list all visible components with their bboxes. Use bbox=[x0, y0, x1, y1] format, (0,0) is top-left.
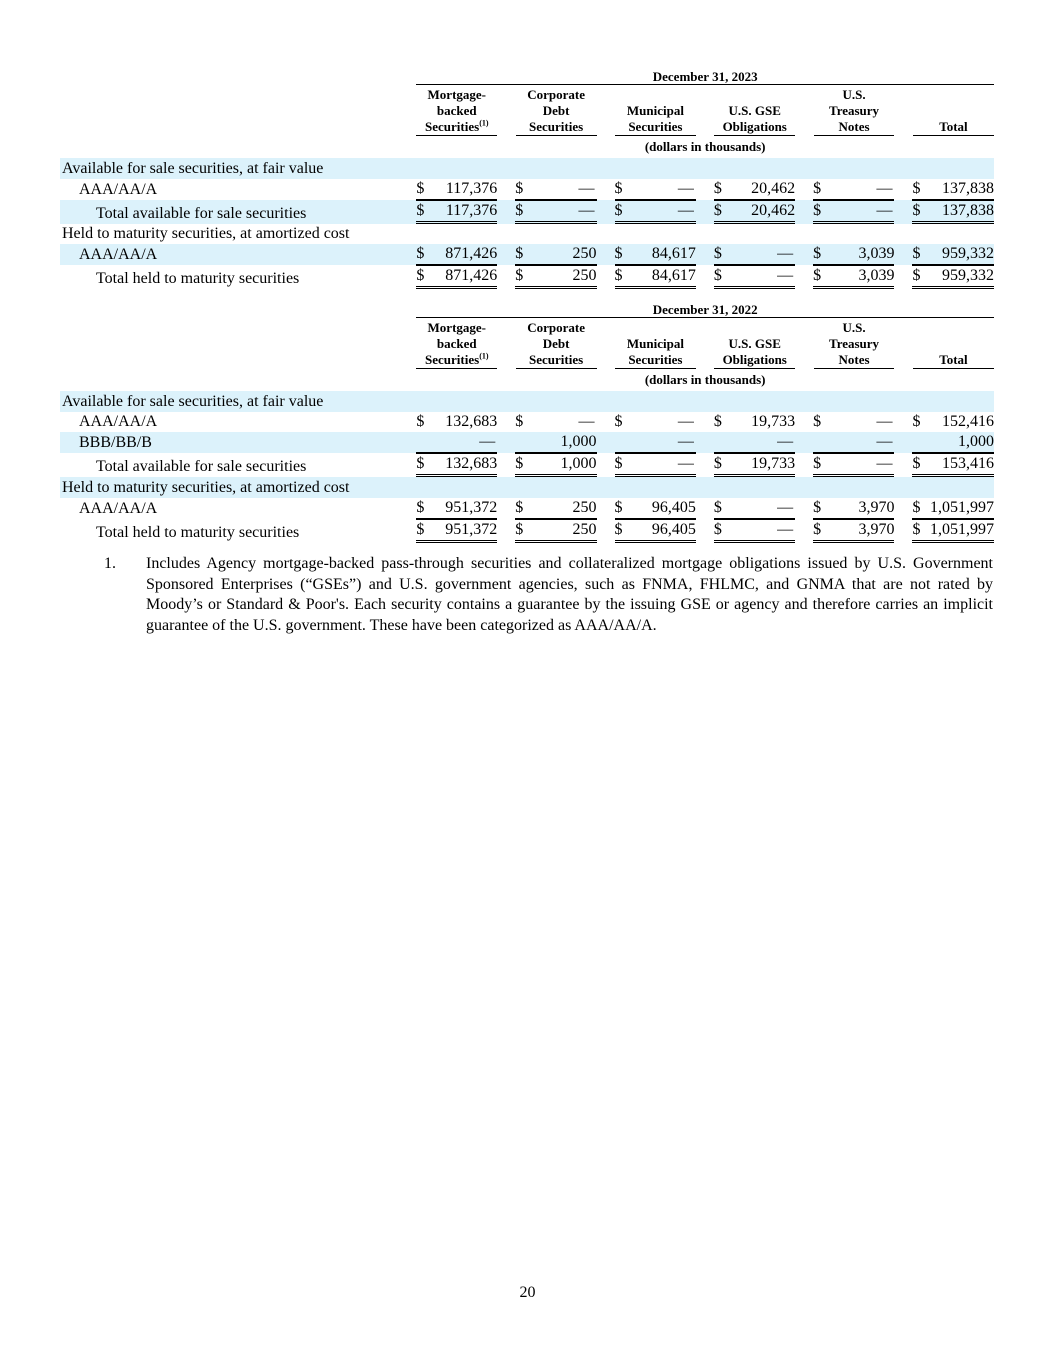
currency-symbol: $ bbox=[912, 455, 921, 472]
currency-symbol: $ bbox=[813, 498, 822, 516]
cell-value: 132,683 bbox=[445, 413, 498, 430]
afs-total-row bbox=[60, 200, 994, 224]
currency-symbol: $ bbox=[416, 267, 425, 284]
afs-row bbox=[60, 412, 994, 433]
cell-value: 132,683 bbox=[445, 455, 498, 472]
securities-table bbox=[60, 297, 994, 543]
currency-symbol: $ bbox=[713, 245, 722, 262]
cell-value: 959,332 bbox=[942, 245, 994, 262]
cell-value: 84,617 bbox=[651, 267, 696, 284]
currency-symbol: $ bbox=[614, 498, 623, 516]
period-header-row bbox=[60, 297, 994, 318]
currency-symbol: $ bbox=[912, 267, 921, 284]
currency-symbol: $ bbox=[912, 201, 921, 219]
footnote bbox=[104, 554, 993, 636]
cell-value: — bbox=[777, 433, 794, 450]
afs-heading-row: Available for sale securities, at fair value bbox=[60, 391, 994, 412]
currency-symbol: $ bbox=[416, 413, 425, 430]
currency-symbol: $ bbox=[416, 498, 425, 516]
currency-symbol: $ bbox=[416, 520, 425, 538]
column-header-row bbox=[60, 318, 994, 370]
units-label: (dollars in thousands) bbox=[644, 139, 766, 154]
column-header: Mortgage- backed Securities$^{(1)}$ bbox=[416, 318, 497, 370]
currency-symbol: $ bbox=[515, 267, 524, 284]
htm-heading-row: Held to maturity securities, at amortized cost bbox=[62, 225, 350, 242]
cell-value: 1,000 bbox=[958, 433, 994, 450]
currency-symbol: $ bbox=[713, 498, 722, 516]
units-row bbox=[60, 136, 994, 158]
period-label: December 31, 2022 bbox=[416, 297, 994, 318]
cell-value: — bbox=[677, 413, 694, 430]
cell-value: — bbox=[677, 179, 694, 197]
table-december-2022 bbox=[60, 297, 994, 543]
cell-value: — bbox=[777, 520, 794, 538]
currency-symbol: $ bbox=[515, 413, 524, 430]
cell-value: 3,970 bbox=[858, 498, 895, 516]
column-header: U.S. Treasury Notes bbox=[814, 85, 895, 137]
cell-value: 152,416 bbox=[942, 413, 994, 430]
page-number: 20 bbox=[519, 1284, 536, 1301]
cell-value: 137,838 bbox=[942, 201, 994, 219]
cell-value: 3,970 bbox=[858, 520, 895, 538]
cell-value: 250 bbox=[572, 520, 597, 538]
currency-symbol: $ bbox=[713, 201, 722, 219]
row-label: BBB/BB/B bbox=[60, 432, 416, 453]
footnote-ref: (1) bbox=[479, 351, 489, 361]
column-header: Total bbox=[913, 85, 994, 137]
currency-symbol: $ bbox=[912, 179, 921, 197]
afs-heading-row: Available for sale securities, at fair value bbox=[60, 158, 994, 179]
currency-symbol: $ bbox=[515, 245, 524, 262]
column-header: U.S. Treasury Notes bbox=[814, 318, 895, 370]
cell-value: — bbox=[578, 201, 595, 219]
cell-value: 3,039 bbox=[858, 267, 895, 284]
row-label: Total available for sale securities bbox=[96, 458, 307, 475]
cell-value: — bbox=[677, 201, 694, 219]
currency-symbol: $ bbox=[813, 520, 822, 538]
cell-value: 871,426 bbox=[445, 245, 498, 262]
htm-row bbox=[60, 244, 994, 265]
cell-value: 951,372 bbox=[445, 520, 498, 538]
footnote-number: 1. bbox=[104, 555, 116, 572]
currency-symbol: $ bbox=[713, 520, 722, 538]
cell-value: 19,733 bbox=[751, 413, 796, 430]
currency-symbol: $ bbox=[515, 498, 524, 516]
cell-value: — bbox=[777, 245, 794, 262]
footnote-ref: (1) bbox=[479, 118, 489, 128]
cell-value: 959,332 bbox=[942, 267, 994, 284]
cell-value: 1,051,997 bbox=[930, 520, 994, 538]
column-header: Mortgage- backed Securities$^{(1)}$ bbox=[416, 85, 497, 137]
cell-value: 1,051,997 bbox=[930, 498, 994, 516]
row-label: AAA/AA/A bbox=[79, 499, 158, 517]
cell-value: — bbox=[677, 455, 694, 472]
cell-value: 96,405 bbox=[651, 520, 696, 538]
cell-value: 250 bbox=[572, 267, 597, 284]
column-header: Corporate Debt Securities bbox=[516, 318, 597, 370]
column-header: U.S. GSE Obligations bbox=[714, 85, 795, 137]
cell-value: 20,462 bbox=[751, 201, 796, 219]
currency-symbol: $ bbox=[713, 455, 722, 472]
cell-value: 250 bbox=[572, 498, 597, 516]
cell-value: 96,405 bbox=[651, 498, 696, 516]
cell-value: — bbox=[578, 413, 595, 430]
row-label: Total held to maturity securities bbox=[96, 270, 300, 287]
securities-table bbox=[60, 64, 994, 289]
cell-value: 1,000 bbox=[560, 455, 597, 472]
row-label: Total available for sale securities bbox=[60, 200, 416, 224]
cell-value: — bbox=[578, 179, 595, 197]
units-row bbox=[60, 369, 994, 391]
cell-value: — bbox=[777, 498, 794, 516]
afs-row bbox=[60, 432, 994, 453]
units-label: (dollars in thousands) bbox=[644, 372, 766, 387]
cell-value: 153,416 bbox=[942, 455, 994, 472]
currency-symbol: $ bbox=[614, 245, 623, 262]
column-header: Corporate Debt Securities bbox=[516, 85, 597, 137]
cell-value: — bbox=[876, 413, 893, 430]
currency-symbol: $ bbox=[416, 201, 425, 219]
cell-value: 250 bbox=[572, 245, 597, 262]
cell-value: 951,372 bbox=[445, 498, 498, 516]
currency-symbol: $ bbox=[713, 413, 722, 430]
cell-value: 137,838 bbox=[942, 179, 994, 197]
htm-total-row bbox=[60, 265, 994, 289]
afs-total-row bbox=[60, 453, 994, 477]
cell-value: 3,039 bbox=[858, 245, 895, 262]
currency-symbol: $ bbox=[912, 245, 921, 262]
cell-value: 20,462 bbox=[751, 179, 796, 197]
row-label: AAA/AA/A bbox=[79, 413, 158, 430]
column-header: Municipal Securities bbox=[615, 85, 696, 137]
currency-symbol: $ bbox=[813, 245, 822, 262]
afs-row bbox=[60, 179, 994, 200]
currency-symbol: $ bbox=[614, 201, 623, 219]
table-december-2023 bbox=[60, 64, 994, 289]
htm-heading-row: Held to maturity securities, at amortized cost bbox=[60, 477, 994, 498]
currency-symbol: $ bbox=[614, 520, 623, 538]
currency-symbol: $ bbox=[614, 413, 623, 430]
currency-symbol: $ bbox=[813, 455, 822, 472]
htm-row bbox=[60, 498, 994, 519]
cell-value: 1,000 bbox=[560, 433, 597, 450]
currency-symbol: $ bbox=[912, 413, 921, 430]
column-header: Total bbox=[913, 318, 994, 370]
cell-value: — bbox=[876, 455, 893, 472]
cell-value: 117,376 bbox=[445, 201, 498, 219]
currency-symbol: $ bbox=[416, 179, 425, 197]
currency-symbol: $ bbox=[813, 179, 822, 197]
footnote-text: Includes Agency mortgage-backed pass-through securities and collateralized mortgage obligations issued by U.S. Government Sponsored Enterprises (“GSEs”) and U.S. government agencies, such as FNMA, FHLMC, and GNMA that are not rated by Moody’s or Standard & Poor's. Each security contains a guarantee by the issuing GSE or agency and therefore carries an implicit guarantee of the U.S. government. These have been categorized as AAA/AA/A. bbox=[146, 555, 993, 634]
period-header-row bbox=[60, 64, 994, 85]
cell-value: 871,426 bbox=[445, 267, 498, 284]
currency-symbol: $ bbox=[515, 179, 524, 197]
cell-value: 84,617 bbox=[651, 245, 696, 262]
currency-symbol: $ bbox=[614, 179, 623, 197]
cell-value: — bbox=[876, 201, 893, 219]
currency-symbol: $ bbox=[515, 455, 524, 472]
currency-symbol: $ bbox=[713, 179, 722, 197]
period-label: December 31, 2023 bbox=[416, 64, 994, 85]
row-label: AAA/AA/A bbox=[79, 180, 158, 198]
column-header: U.S. GSE Obligations bbox=[714, 318, 795, 370]
column-header: Municipal Securities bbox=[615, 318, 696, 370]
currency-symbol: $ bbox=[813, 267, 822, 284]
cell-value: — bbox=[876, 179, 893, 197]
currency-symbol: $ bbox=[813, 413, 822, 430]
currency-symbol: $ bbox=[912, 498, 921, 516]
row-label: Total held to maturity securities bbox=[96, 523, 300, 541]
currency-symbol: $ bbox=[614, 455, 623, 472]
currency-symbol: $ bbox=[515, 201, 524, 219]
currency-symbol: $ bbox=[416, 245, 425, 262]
column-header-row bbox=[60, 85, 994, 137]
htm-total-row bbox=[60, 519, 994, 543]
cell-value: — bbox=[777, 267, 794, 284]
cell-value: — bbox=[677, 433, 694, 450]
cell-value: 19,733 bbox=[751, 455, 796, 472]
currency-symbol: $ bbox=[416, 455, 425, 472]
cell-value: — bbox=[876, 433, 893, 450]
currency-symbol: $ bbox=[515, 520, 524, 538]
row-label: AAA/AA/A bbox=[60, 244, 416, 265]
currency-symbol: $ bbox=[813, 201, 822, 219]
currency-symbol: $ bbox=[713, 267, 722, 284]
currency-symbol: $ bbox=[614, 267, 623, 284]
currency-symbol: $ bbox=[912, 520, 921, 538]
cell-value: — bbox=[479, 433, 496, 450]
cell-value: 117,376 bbox=[445, 179, 498, 197]
